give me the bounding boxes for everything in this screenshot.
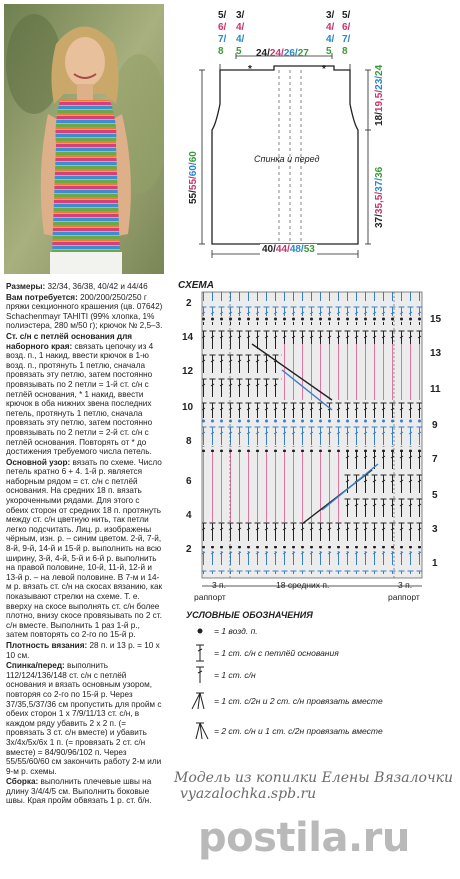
piece-label: Спинка и перед xyxy=(254,154,320,164)
row-label: 14 xyxy=(182,332,194,343)
row-label: 4 xyxy=(186,510,192,521)
density-paragraph: Плотность вязания: 28 п. и 13 р. = 10 х 10 см. xyxy=(6,640,160,660)
row-label: 11 xyxy=(430,384,441,395)
postila-logo: postila.ru xyxy=(198,815,410,861)
dim-value: 4/ xyxy=(326,34,335,45)
legend-item: = 1 ст. с/н xyxy=(186,664,456,686)
row-label: 10 xyxy=(182,402,194,413)
dim-value: 7/ xyxy=(342,34,351,45)
row-label: 13 xyxy=(430,348,442,359)
legend-item: = 1 ст. с/2н и 2 ст. с/н провязать вместе xyxy=(186,686,456,716)
shoulder-right-col-1 xyxy=(326,10,334,58)
armhole-height: 18/19,5/23/24 xyxy=(374,64,385,126)
row-label: 1 xyxy=(432,558,438,569)
dim-value: 6/ xyxy=(218,22,227,33)
chain-stitch-icon xyxy=(186,621,214,641)
watermark-text xyxy=(174,770,458,802)
rapport-right-label: раппорт xyxy=(388,592,420,602)
watermark-line-2: vyazalochka.spb.ru xyxy=(180,786,317,802)
legend-item: = 1 ст. с/н с петлёй основания xyxy=(186,642,456,664)
side-length: 37/35,5/37/36 xyxy=(374,166,385,228)
legend-item: = 1 возд. п. xyxy=(186,620,456,642)
row-label: 5 xyxy=(432,490,438,501)
pattern-paragraph: Основной узор: вязать по схеме. Число петель кратно 6 + 4. 1-й р. является наборным рядом = ст. с/н с петлёй основания. На средних 18 п. вязать укороченными рядами. Для этого с обеих сторон от средних 18 п. протянуть между ст. с/н цветную нить, так петли легко подсчитать. Лиц. р. изображены чёрным, изн. р. – синим цветом. 2-й, 7-й, 8-й, 9-й, 14-й и 15-й р. выполнить на всю ширину, 3-й, 4-й, 5-й и 6-й р. выполнить на правой половине, 10-й, 11-й, 12-й и 13-й р. – на левой половине. В 7-м и 14-м р. вязать ст. с/н на скосах вязанию, как показывают стрелки на схеме. Т. е. вверху на скосе выполнять ст. с/н более плотно, внизу скосе провязывать по 2 ст. с/н вместе. Выполнить 1 раз 1-й р., затем повторять со 2-го по 15-й р. xyxy=(6,457,163,640)
dim-value: 8 xyxy=(342,46,348,57)
shoulder-left-col-1 xyxy=(218,10,226,58)
row-label: 2 xyxy=(186,298,192,309)
row-label: 12 xyxy=(182,366,194,377)
row-label: 8 xyxy=(186,436,192,447)
row-label: 7 xyxy=(432,454,438,465)
garment-schematic xyxy=(172,4,456,274)
model-photo xyxy=(4,4,164,274)
star-mark: * xyxy=(322,64,326,75)
legend xyxy=(186,610,456,746)
foundation-paragraph: Ст. с/н с петлёй основания для наборного края: связать цепочку из 4 возд. п., 1 накид, ввести крючок в 1-ю возд. п., протянуть 1 петлю, сначала провязать эту петлю, затем постоянно провязывать по 2 петли = 1-й ст. с/н с петлёй основания, * 1 накид, ввести крючок в оба нижних звена последних петель, протянуть 1 петлю, сначала провязать эту петлю, затем постоянно провязывать по 2 петли = 2-й ст. с/н с петлёй основания. Повторять от * до достижения требуемого числа петель. xyxy=(6,331,154,457)
dc-icon xyxy=(186,665,214,685)
rapport-left: 3 п. xyxy=(211,580,227,590)
instructions-text xyxy=(6,282,164,807)
shoulder-right-col-2 xyxy=(342,10,350,58)
dim-value: 5/ xyxy=(218,10,227,21)
dim-value: 3/ xyxy=(326,10,335,21)
row-label: 15 xyxy=(430,314,442,325)
foundation-dc-icon xyxy=(186,643,214,663)
star-mark: * xyxy=(248,64,252,75)
dim-value: 5/ xyxy=(342,10,351,21)
shoulder-left-col-2 xyxy=(236,10,244,58)
row-label: 2 xyxy=(186,544,192,555)
watermark-line-1: Модель из копилки Елены Вязалочки xyxy=(174,770,454,786)
dim-value: 8 xyxy=(218,46,224,57)
row-label: 6 xyxy=(186,476,192,487)
crochet-chart xyxy=(172,280,456,613)
neck-width: 24/24/26/27 xyxy=(256,48,309,59)
decrease-right-icon xyxy=(186,721,214,741)
legend-item: = 2 ст. с/н и 1 ст. с/2н провязать вместе xyxy=(186,716,456,746)
assembly-paragraph: Сборка: выполнить плечевые швы на длину 3/4/4/5 см. Выполнить боковые швы. Края пройм обвязать 1 р. ст. б/н. xyxy=(6,777,152,806)
total-length: 55/55/60/60 xyxy=(188,151,199,204)
dim-value: 4/ xyxy=(236,34,245,45)
back-paragraph: Спинка/перед: выполнить 112/124/136/148 ст. с/н с петлёй основания и вязать основным узором, повторяя со 2-го по 15-й р. Через 37/35,5/37/36 см пропустить для пройм с обеих сторон 1 х 7/9/11/13 ст. с/н, в каждом ряду убавить 2 х 2 п. (= провязать 3 ст. с/н вместе) и убавить 3х/4х/5х/6х 1 п. (= провязать 2 ст. с/н вместе) = 84/90/96/102 п. Через 55/55/60/60 см закончить работу 2-м или 9-м р. схемы. xyxy=(6,661,162,776)
dim-value: 5 xyxy=(236,46,242,57)
dim-value: 4/ xyxy=(326,22,335,33)
dim-value: 3/ xyxy=(236,10,245,21)
rapport-left-label: раппорт xyxy=(194,592,226,602)
dim-value: 7/ xyxy=(218,34,227,45)
decrease-left-icon xyxy=(186,691,214,711)
row-label: 3 xyxy=(432,524,438,535)
dim-value: 6/ xyxy=(342,22,351,33)
middle-stitches-label: 18 средних п. xyxy=(276,580,330,590)
sizes-paragraph: Размеры: 32/34, 36/38, 40/42 и 44/46 xyxy=(6,282,148,291)
dim-value: 4/ xyxy=(236,22,245,33)
chart-title: СХЕМА xyxy=(178,280,214,291)
legend-title: УСЛОВНЫЕ ОБОЗНАЧЕНИЯ xyxy=(186,610,313,620)
row-label: 9 xyxy=(432,420,438,431)
dim-value: 5 xyxy=(326,46,332,57)
bottom-width: 40/44/48/53 xyxy=(262,244,315,255)
materials-paragraph: Вам потребуется: 200/200/250/250 г пряжи секционного крашения (цв. 07642) Schachenmayr TAHITI (99% хлопка, 1% полиэстера, 280 м/50 г); крючок № 2,5–3. xyxy=(6,292,163,331)
rapport-right: 3 п. xyxy=(398,580,413,590)
